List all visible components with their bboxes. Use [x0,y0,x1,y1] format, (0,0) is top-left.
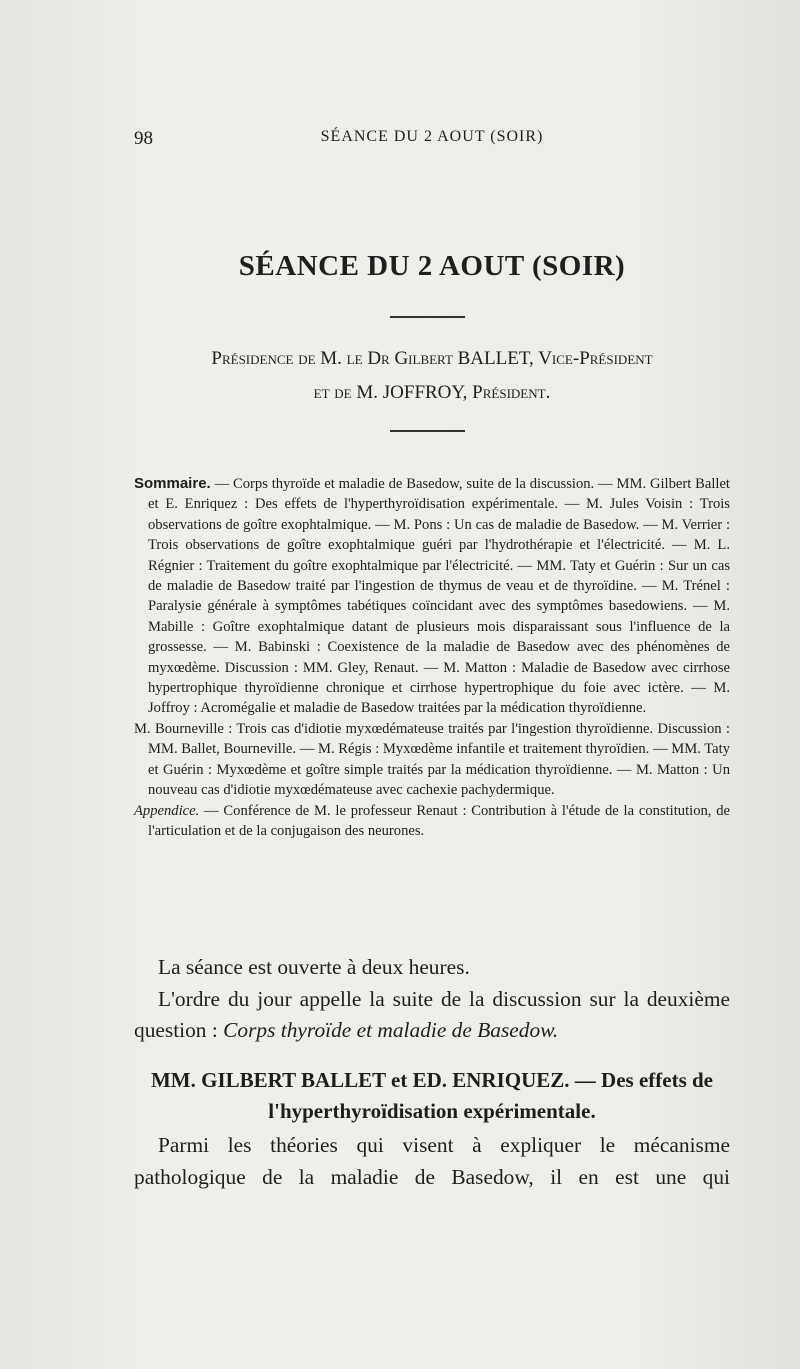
presidency-line-1: Présidence de M. le Dr Gilbert BALLET, Vice-Président [211,348,653,369]
communication-title-part-1: — Des effets de [574,1068,713,1092]
summary-paragraph [134,801,730,842]
summary-paragraph [134,474,730,719]
agenda-topic: Corps thyroïde et maladie de Basedow. [223,1018,559,1043]
communication-heading [134,1065,730,1127]
opening-text [134,952,730,1047]
agenda-line [134,984,730,1047]
summary-paragraph: M. Bourneville : Trois cas d'idiotie myxœdémateuse traités par l'ingestion thyroïdienne. Discussion : MM. Ballet, Bourneville. — M. Régis : Myxœdème infantile et traitement thyroïdien. — MM. Taty et Guérin : Myxœdème et goître simple traités par la médication thyroïdienne. — M. Matton : Un nouveau cas d'idiotie myxœdémateuse avec cachexie pachydermique. [134,720,730,799]
running-head [134,128,730,152]
communication-line-1 [134,1065,730,1096]
running-title: SÉANCE DU 2 AOUT (SOIR) [320,128,544,145]
appendix-label: Appendice. [134,802,200,819]
presidency [134,342,730,410]
summary-text: — Corps thyroïde et maladie de Basedow, suite de la discussion. — MM. Gilbert Ballet et E. Enriquez : Des effets de l'hyperthyroïdisation expérimentale. — M. Jules Voisin : Trois observations de goître exophtalmique. — M. Pons : Un cas de maladie de Basedow. — M. Verrier : Trois observations de goître exophtalmique guéri par l'hydrothérapie et l'électricité. — M. L. Régnier : Traitement du goître exophtalmique par l'électricité. — MM. Taty et Guérin : Sur un cas de maladie de Basedow traité par l'ingestion de thymus de veau et de thyroïdine. — M. Trénel : Paralysie générale à symptômes tabétiques coïncidant avec des symptômes basedowiens. — M. Mabille : Goître exophtalmique datant de plusieurs mois disparaissant sous l'influence de la grossesse. — M. Babinski : Coexistence de la maladie de Basedow avec des phénomènes de myxœdème. Discussion : MM. Gley, Renaut. — M. Matton : Maladie de Basedow avec cirrhose hypertrophique thyroïdienne chronique et cirrhose hypertrophique du foie avec ictère. — M. Joffroy : Acromégalie et maladie de Basedow traitées par la médication thyroïdienne. [148,476,730,717]
appendix-text: — Conférence de M. le professeur Renaut : Contribution à l'étude de la constitution, de l'articulation et de la conjugaison des neurones. [148,802,730,839]
body-paragraph: Parmi les théories qui visent à expliquer le mécanisme pathologique de la maladie de Basedow, il en est une qui [134,1133,730,1189]
summary [134,474,730,841]
communication-title-part-2: l'hyperthyroïdisation expérimentale. [268,1099,596,1123]
presidency-line-2: et de M. JOFFROY, Président. [313,382,551,403]
divider-rule [390,430,465,432]
opening-line: La séance est ouverte à deux heures. [158,955,470,979]
body-text [134,1130,730,1225]
session-title: SÉANCE DU 2 AOUT (SOIR) [238,250,626,282]
summary-label: Sommaire. [134,475,211,492]
page-number: 98 [134,128,153,149]
divider-rule [390,316,465,318]
communication-authors: MM. GILBERT BALLET et ED. ENRIQUEZ. [150,1068,570,1092]
agenda-prefix: L'ordre du jour appelle la suite de la discussion sur la deuxième question : [134,986,730,1043]
